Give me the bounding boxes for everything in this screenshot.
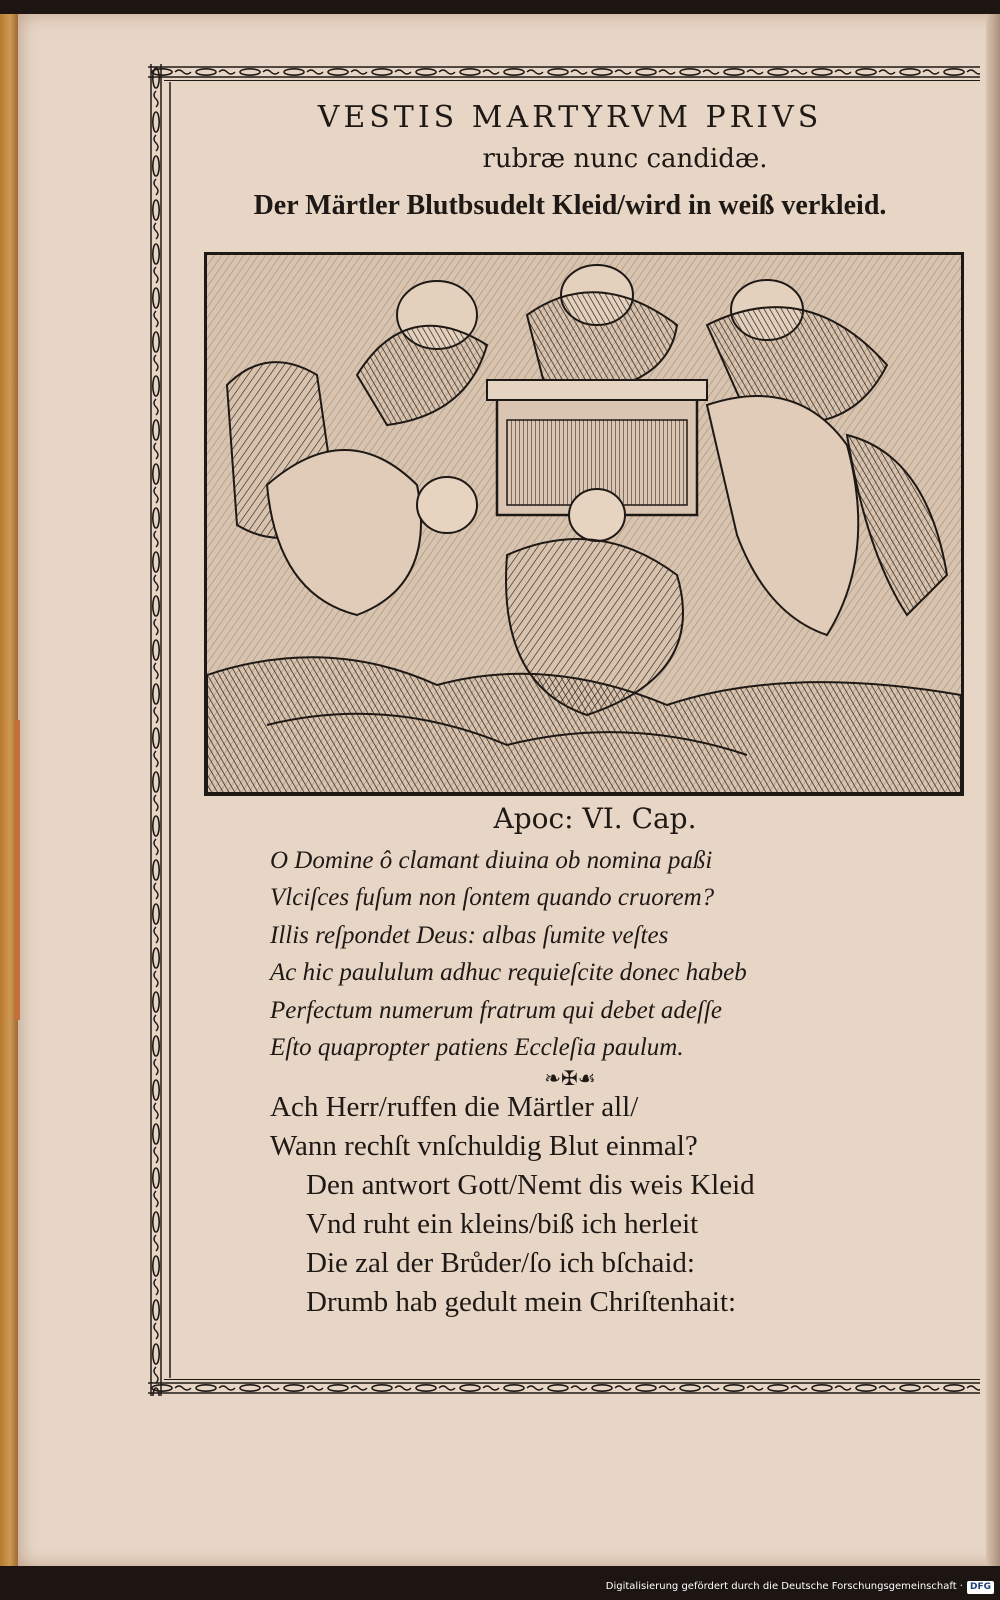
credit-text: Digitalisierung gefördert durch die Deutsche Forschungsgemeinschaft · (605, 1581, 963, 1592)
german-verse-line: Vnd ruht ein kleins/biß ich herleit (306, 1208, 699, 1240)
border-left (148, 64, 164, 1396)
german-verse-list (270, 1088, 890, 1322)
digitization-credit (606, 1578, 994, 1596)
border-bottom (148, 1380, 980, 1396)
chapter-caption: Apoc: VI. Cap. (493, 802, 697, 835)
latin-subtitle: rubræ nunc candidæ. (482, 144, 768, 174)
latin-verse-line: Vlciſces fuſum non ſontem quando cruorem? (270, 884, 715, 912)
latin-verse-line: Illis reſpondet Deus: albas ſumite veſtes (270, 921, 669, 949)
fleuron-ornament-icon: ❧✠☙ (544, 1066, 596, 1090)
german-title: Der Märtler Blutbsudelt Kleid/wird in weiß verkleid. (253, 190, 887, 221)
border-top (148, 64, 980, 80)
latin-verse-line: Ac hic paululum adhuc requieſcite donec habeb (270, 959, 747, 987)
german-verse-line: Drumb hab gedult mein Chriſtenhait: (306, 1286, 737, 1318)
german-verse-line: Die zal der Brůder/ſo ich bſchaid: (306, 1247, 695, 1279)
latin-verse-line: Perfectum numerum fratrum qui debet adeſſe (270, 996, 722, 1024)
woodcut-illustration (204, 252, 964, 796)
german-verse-line: Wann rechſt vnſchuldig Blut einmal? (270, 1130, 698, 1162)
binding-mark (14, 720, 20, 1020)
german-verse-line: Ach Herr/ruffen die Märtler all/ (270, 1091, 639, 1123)
latin-verse-line: O Domine ô clamant diuina ob nomina paßi (270, 847, 713, 874)
latin-verse-list (270, 842, 890, 1066)
german-verse-line: Den antwort Gott/Nemt dis weis Kleid (306, 1169, 755, 1201)
dfg-logo[interactable]: DFG (967, 1581, 994, 1594)
latin-title: VESTIS MARTYRVM PRIVS (317, 100, 823, 135)
latin-verse-line: Eſto quapropter patiens Eccleſia paulum. (270, 1033, 684, 1061)
